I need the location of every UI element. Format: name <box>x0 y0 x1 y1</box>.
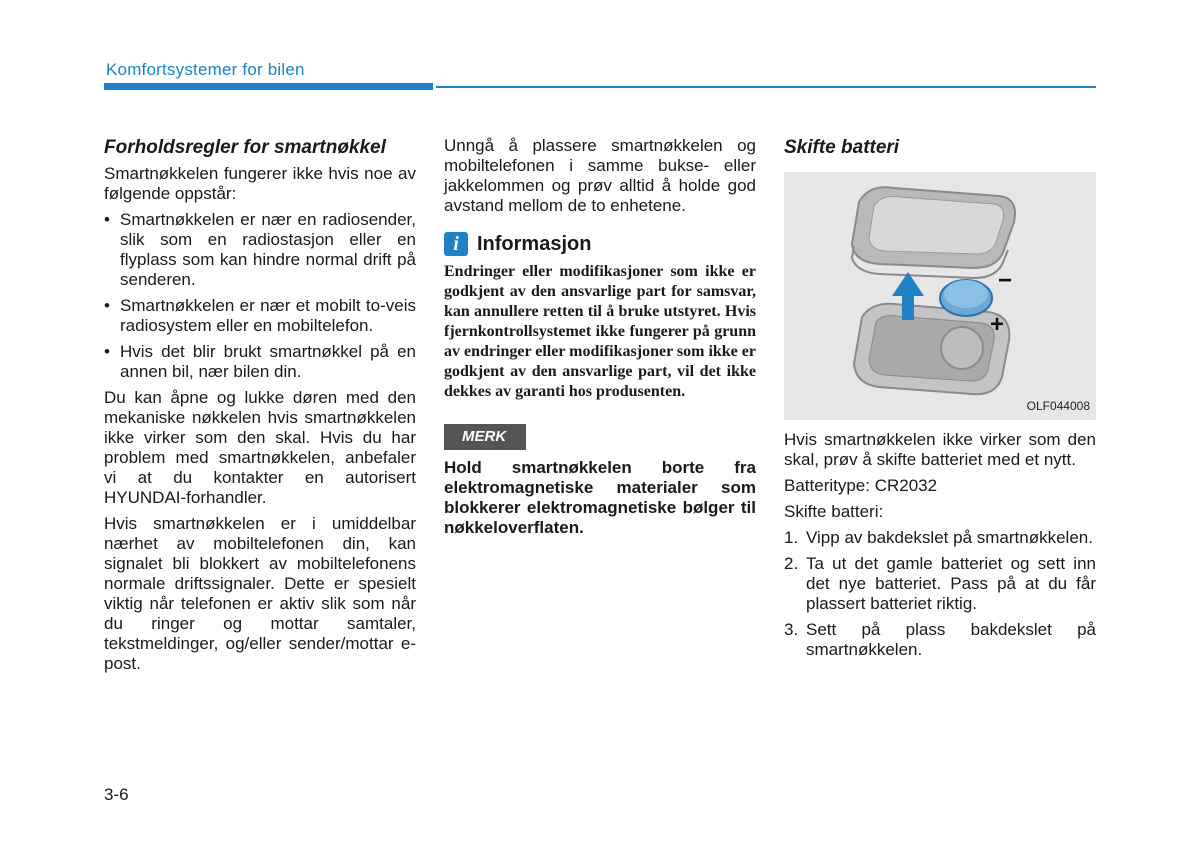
battery-intro-paragraph: Hvis smartnøkkelen ikke virker som den skal, prøv å skifte batteriet med et nytt. <box>784 430 1096 469</box>
mobile-phone-paragraph: Hvis smartnøkkelen er i umiddelbar nærhet av mobiltelefonen din, kan signalet bli blokkert av mobiltelefonens normale driftssignaler. Dette er spesielt viktig når telefonen er aktiv slik som når du ringer og mottar samtaler, tekstmeldinger, og/eller sender/mottar e-post. <box>104 514 416 673</box>
key-back-cover <box>852 187 1015 278</box>
battery-type: Batteritype: CR2032 <box>784 476 938 495</box>
step-item: 1. Vipp av bakdekslet på smartnøkkelen. <box>784 528 1093 547</box>
info-title: Informasjon <box>477 233 592 255</box>
coin-battery <box>940 280 992 316</box>
bullet-list <box>104 210 416 382</box>
intro-paragraph: Smartnøkkelen fungerer ikke hvis noe av følgende oppstår: <box>104 164 416 203</box>
info-header <box>444 232 756 256</box>
step-item: 2. Ta ut det gamle batteriet og sett inn det nye batteriet. Pass på at du får plassert batteriet riktig. <box>784 554 1096 613</box>
header-rule-thick <box>104 83 433 90</box>
smart-key-battery-illustration <box>784 172 1096 420</box>
info-body: Endringer eller modifikasjoner som ikke er godkjent av den ansvarlige part for samsvar, kan annullere retten til å bruke utstyret. Hvis fjernkontrollsystemet ikke fungerer på grunn av endringer eller modifikasjoner som ikke er godkjent av den ansvarlige part, vil det ikke dekkes av garanti hos produsenten. <box>444 263 756 400</box>
step-item: 3. Sett på plass bakdekslet på smartnøkkelen. <box>784 620 1096 659</box>
page-number: 3-6 <box>104 785 129 804</box>
separation-paragraph: Unngå å plassere smartnøkkelen og mobiltelefonen i samme bukse- eller jakkelommen og prøv alltid å holde god avstand mellom de to enhetene. <box>444 136 756 215</box>
header-rule-thin <box>436 86 1096 88</box>
bullet-item: • Smartnøkkelen er nær en radiosender, slik som en radiostasjon eller en flyplass som kan hindre normal drift på senderen. <box>104 210 416 290</box>
heading-change-battery: Skifte batteri <box>784 137 900 158</box>
plus-sign: + <box>990 311 1005 338</box>
info-icon: i <box>444 232 468 256</box>
bullet-item: • Smartnøkkelen er nær et mobilt to-veis radiosystem eller en mobiltelefon. <box>104 296 416 336</box>
battery-figure <box>784 172 1096 420</box>
column-1 <box>104 136 416 680</box>
key-body <box>854 304 1009 394</box>
steps-intro: Skifte batteri: <box>784 502 884 521</box>
bullet-item: • Hvis det blir brukt smartnøkkel på en annen bil, nær bilen din. <box>104 342 416 382</box>
heading-precautions: Forholdsregler for smartnøkkel <box>104 137 386 158</box>
note-body: Hold smartnøkkelen borte fra elektromagnetiske materialer som blokkerer elektromagnetiske bølger til nøkkeloverflaten. <box>444 458 756 537</box>
note-label: MERK <box>444 424 526 450</box>
figure-code: OLF044008 <box>1026 399 1090 413</box>
column-2 <box>444 136 756 538</box>
section-header-title: Komfortsystemer for bilen <box>106 60 305 79</box>
minus-sign: − <box>998 267 1013 294</box>
column-3 <box>784 136 1096 666</box>
steps-list <box>784 528 1096 660</box>
mechanical-key-paragraph: Du kan åpne og lukke døren med den mekaniske nøkkelen hvis smartnøkkelen ikke virker som den skal. Hvis du har problem med smartnøkkelen, anbefaler vi at du kontakter en autorisert HYUNDAI-forhandler. <box>104 388 416 507</box>
